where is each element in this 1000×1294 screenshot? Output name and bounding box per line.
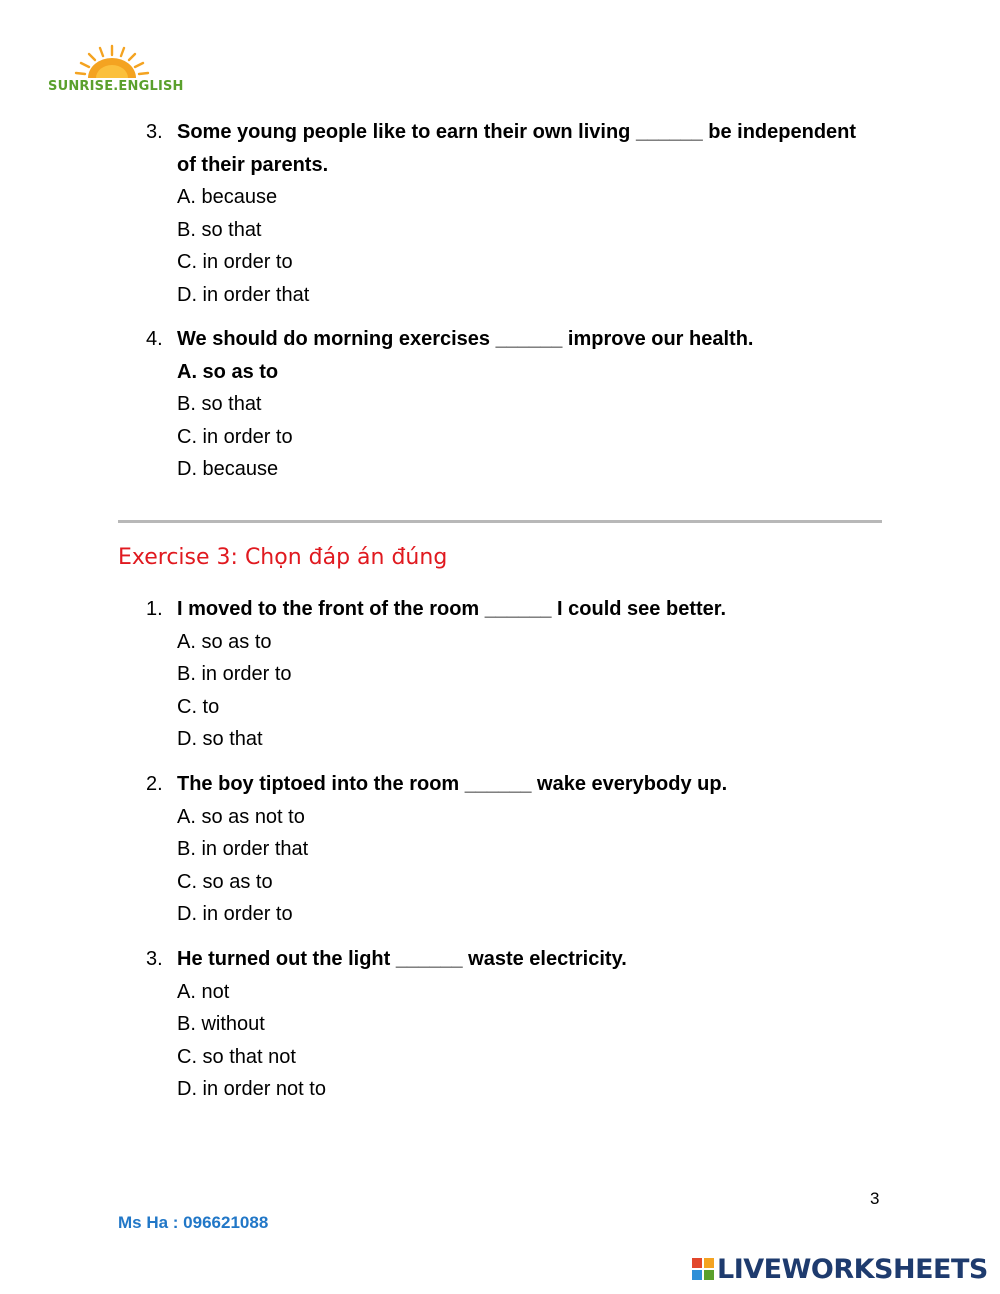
contact-info: Ms Ha : 096621088 [118,1213,269,1232]
question-text: We should do morning exercises ______ improve our health. [177,328,754,350]
question-text: He turned out the light ______ waste electricity. [177,948,627,970]
answer-option-c[interactable]: C. to [177,695,220,718]
answer-option-d[interactable]: D. because [177,458,279,480]
exercise-title: Exercise 3: Chọn đáp án đúng [118,545,448,570]
question-text: The boy tiptoed into the room ______ wake everybody up. [177,773,728,795]
question-stem [146,323,886,356]
section-divider [118,520,882,523]
answer-option-d[interactable]: D. in order that [177,283,310,306]
question-stem [146,943,886,976]
liveworksheets-icon [692,1258,714,1280]
answer-option-c[interactable]: C. in order to [177,251,293,273]
question-text: I moved to the front of the room ______ I could see better. [177,598,727,620]
answer-option-b[interactable]: B. in order that [177,838,309,860]
answer-option-d[interactable]: D. in order not to [177,1078,326,1100]
question-block [146,116,886,311]
answer-option-a[interactable]: A. so as not to [177,805,305,828]
answer-option-c[interactable]: C. so that not [177,1045,296,1068]
question-block [146,323,886,486]
answer-option-d[interactable]: D. so that [177,728,263,750]
question-block [146,768,886,931]
liveworksheets-wordmark: LIVEWORKSHEETS [717,1253,988,1285]
sunrise-english-logo [46,42,184,100]
question-number: 2. [146,773,163,795]
question-block [146,943,886,1106]
question-stem [146,116,886,149]
question-number: 4. [146,328,163,350]
answer-option-a[interactable]: A. so as to [177,630,272,653]
question-text: Some young people like to earn their own living ______ be independent [177,121,857,143]
question-number: 3. [146,121,163,143]
answer-option-b[interactable]: B. so that [177,218,262,241]
question-number: 1. [146,598,163,620]
page-number: 3 [870,1189,880,1208]
answer-option-b[interactable]: B. in order to [177,663,292,685]
answer-option-a[interactable]: A. because [177,186,278,208]
answer-option-d[interactable]: D. in order to [177,903,293,925]
question-text-continued: of their parents. [177,153,329,176]
answer-option-b[interactable]: B. so that [177,393,262,415]
answer-option-b[interactable]: B. without [177,1013,265,1035]
question-block [146,593,886,756]
answer-option-c[interactable]: C. so as to [177,870,273,893]
liveworksheets-brand [692,1252,988,1286]
answer-option-a[interactable]: A. not [177,980,230,1003]
logo-text: SUNRISE.ENGLISH [48,79,184,94]
question-number: 3. [146,948,163,970]
answer-option-a[interactable]: A. so as to [177,360,279,383]
answer-option-c[interactable]: C. in order to [177,425,293,448]
question-stem [146,593,886,626]
question-stem [146,768,886,801]
